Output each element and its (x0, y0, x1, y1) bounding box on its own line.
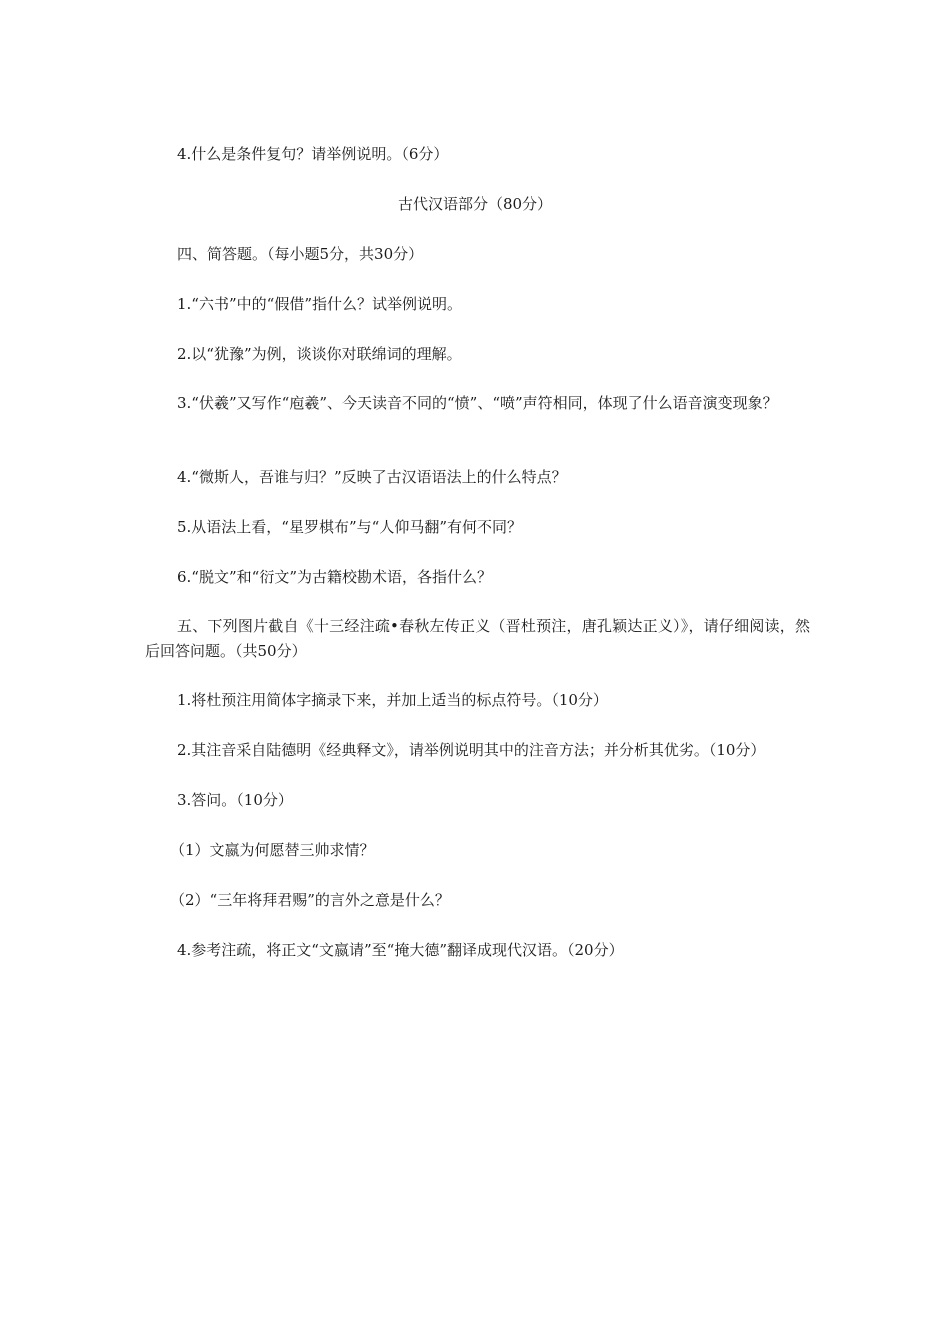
part4-question-1: 1.“六书”中的“假借”指什么？试举例说明。 (177, 295, 462, 313)
part4-title: 四、简答题。（每小题5分，共30分） (177, 245, 424, 263)
part5-question-3-sub-1: （1）文嬴为何愿替三帅求情？ (170, 841, 375, 859)
part5-question-2: 2.其注音采自陆德明《经典释文》，请举例说明其中的注音方法；并分析其优劣。（10分） (177, 741, 766, 759)
part4-question-4: 4.“微斯人，吾谁与归？”反映了古汉语语法上的什么特点？ (177, 468, 567, 486)
part4-question-6: 6.“脱文”和“衍文”为古籍校勘术语，各指什么？ (177, 568, 492, 586)
modern-question-4: 4.什么是条件复句？请举例说明。（6分） (177, 145, 449, 163)
part5-title: 五、下列图片截自《十三经注疏•春秋左传正义（晋杜预注，唐孔颖达正义）》，请仔细阅读，然后回答问题。（共50分） (145, 617, 810, 660)
part5-question-4: 4.参考注疏，将正文“文嬴请”至“掩大德”翻译成现代汉语。（20分） (177, 941, 624, 959)
part4-question-5: 5.从语法上看，“星罗棋布”与“人仰马翻”有何不同？ (177, 518, 522, 536)
part5-question-3-sub-2: （2）“三年将拜君赐”的言外之意是什么？ (170, 891, 450, 909)
part4-question-3: 3.“伏羲”又写作“庖羲”、今天读音不同的“愤”、“喷”声符相同，体现了什么语音演变现象？ (177, 394, 778, 412)
part5-question-3: 3.答问。（10分） (177, 791, 293, 809)
section-heading-ancient-chinese: 古代汉语部分（80分） (397, 195, 553, 213)
part5-question-1: 1.将杜预注用简体字摘录下来，并加上适当的标点符号。（10分） (177, 691, 608, 709)
part4-question-2: 2.以“犹豫”为例，谈谈你对联绵词的理解。 (177, 345, 462, 363)
